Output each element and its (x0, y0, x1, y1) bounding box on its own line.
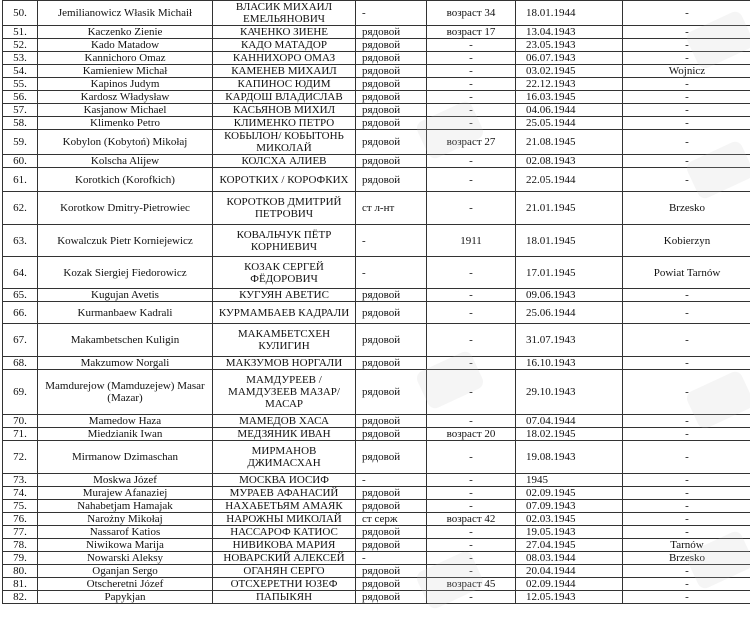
cyrillic-name-cell: МАКАМБЕТСХЕН КУЛИГИН (213, 324, 356, 357)
place-cell: - (623, 1, 750, 26)
table-row (3, 324, 750, 357)
age-or-birth-year-cell: - (427, 302, 516, 324)
place-cell: - (623, 526, 750, 539)
age-or-birth-year-cell: - (427, 324, 516, 357)
table-row (3, 52, 750, 65)
latin-name-cell: Kaczenko Zienie (38, 26, 213, 39)
table-row (3, 225, 750, 257)
place-cell: Brzesko (623, 192, 750, 225)
date-of-death-cell: 31.07.1943 (516, 324, 623, 357)
latin-name-cell: Korotkow Dmitry-Pietrowiec (38, 192, 213, 225)
row-number-cell: 79. (3, 552, 38, 565)
row-number-cell: 67. (3, 324, 38, 357)
date-of-death-cell: 20.04.1944 (516, 565, 623, 578)
row-number-cell: 76. (3, 513, 38, 526)
rank-cell: рядовой (356, 565, 427, 578)
cyrillic-name-cell: НАССАРОФ КАТИОС (213, 526, 356, 539)
latin-name-cell: Kapinos Judym (38, 78, 213, 91)
age-or-birth-year-cell: возраст 17 (427, 26, 516, 39)
table-row (3, 302, 750, 324)
row-number-cell: 82. (3, 591, 38, 604)
place-cell: - (623, 26, 750, 39)
rank-cell: рядовой (356, 487, 427, 500)
latin-name-cell: Makzumow Norgali (38, 357, 213, 370)
records-table-body (3, 1, 750, 604)
rank-cell: рядовой (356, 357, 427, 370)
cyrillic-name-cell: КАСЬЯНОВ МИХИЛ (213, 104, 356, 117)
row-number-cell: 54. (3, 65, 38, 78)
latin-name-cell: Mamdurejow (Mamduzejew) Masar (Mazar) (38, 370, 213, 415)
rank-cell: рядовой (356, 52, 427, 65)
date-of-death-cell: 21.08.1945 (516, 130, 623, 155)
date-of-death-cell: 1945 (516, 474, 623, 487)
table-row (3, 289, 750, 302)
date-of-death-cell: 18.01.1944 (516, 1, 623, 26)
place-cell: - (623, 130, 750, 155)
place-cell: - (623, 500, 750, 513)
age-or-birth-year-cell: - (427, 155, 516, 168)
row-number-cell: 72. (3, 441, 38, 474)
place-cell: - (623, 155, 750, 168)
date-of-death-cell: 25.06.1944 (516, 302, 623, 324)
cyrillic-name-cell: ОТСХЕРЕТНИ ЮЗЕФ (213, 578, 356, 591)
latin-name-cell: Papykjan (38, 591, 213, 604)
row-number-cell: 80. (3, 565, 38, 578)
age-or-birth-year-cell: - (427, 257, 516, 289)
place-cell: - (623, 302, 750, 324)
date-of-death-cell: 18.01.1945 (516, 225, 623, 257)
date-of-death-cell: 16.03.1945 (516, 91, 623, 104)
date-of-death-cell: 22.05.1944 (516, 168, 623, 192)
place-cell: - (623, 91, 750, 104)
rank-cell: рядовой (356, 91, 427, 104)
cyrillic-name-cell: КАЧЕНКО ЗИЕНЕ (213, 26, 356, 39)
burial-records-table (2, 0, 750, 604)
latin-name-cell: Mirmanow Dzimaschan (38, 441, 213, 474)
date-of-death-cell: 16.10.1943 (516, 357, 623, 370)
age-or-birth-year-cell: - (427, 39, 516, 52)
rank-cell: рядовой (356, 39, 427, 52)
place-cell: - (623, 591, 750, 604)
age-or-birth-year-cell: - (427, 192, 516, 225)
rank-cell: ст л-нт (356, 192, 427, 225)
rank-cell: рядовой (356, 155, 427, 168)
age-or-birth-year-cell: - (427, 78, 516, 91)
cyrillic-name-cell: МУРАЕВ АФАНАСИЙ (213, 487, 356, 500)
latin-name-cell: Kozak Siergiej Fiedorowicz (38, 257, 213, 289)
latin-name-cell: Otscheretni Józef (38, 578, 213, 591)
rank-cell: рядовой (356, 324, 427, 357)
cyrillic-name-cell: КАННИХОРО ОМАЗ (213, 52, 356, 65)
cyrillic-name-cell: КОРОТКИХ / КОРОФКИХ (213, 168, 356, 192)
rank-cell: рядовой (356, 26, 427, 39)
row-number-cell: 61. (3, 168, 38, 192)
cyrillic-name-cell: МАМЕДОВ ХАСА (213, 415, 356, 428)
cyrillic-name-cell: МЕДЗЯНИК ИВАН (213, 428, 356, 441)
age-or-birth-year-cell: - (427, 565, 516, 578)
cyrillic-name-cell: НАРОЖНЫ МИКОЛАЙ (213, 513, 356, 526)
place-cell: - (623, 117, 750, 130)
place-cell: - (623, 324, 750, 357)
rank-cell: рядовой (356, 130, 427, 155)
age-or-birth-year-cell: - (427, 357, 516, 370)
place-cell: - (623, 370, 750, 415)
row-number-cell: 64. (3, 257, 38, 289)
date-of-death-cell: 19.05.1943 (516, 526, 623, 539)
table-row (3, 192, 750, 225)
row-number-cell: 52. (3, 39, 38, 52)
rank-cell: рядовой (356, 428, 427, 441)
age-or-birth-year-cell: - (427, 52, 516, 65)
cyrillic-name-cell: КОЗАК СЕРГЕЙ ФЁДОРОВИЧ (213, 257, 356, 289)
row-number-cell: 53. (3, 52, 38, 65)
row-number-cell: 66. (3, 302, 38, 324)
latin-name-cell: Mamedow Haza (38, 415, 213, 428)
table-row (3, 65, 750, 78)
rank-cell: рядовой (356, 578, 427, 591)
place-cell: - (623, 52, 750, 65)
age-or-birth-year-cell: - (427, 65, 516, 78)
cyrillic-name-cell: ОГАНЯН СЕРГО (213, 565, 356, 578)
place-cell: - (623, 487, 750, 500)
table-row (3, 539, 750, 552)
latin-name-cell: Nowarski Aleksy (38, 552, 213, 565)
age-or-birth-year-cell: возраст 27 (427, 130, 516, 155)
date-of-death-cell: 12.05.1943 (516, 591, 623, 604)
age-or-birth-year-cell: - (427, 474, 516, 487)
date-of-death-cell: 22.12.1943 (516, 78, 623, 91)
date-of-death-cell: 23.05.1943 (516, 39, 623, 52)
row-number-cell: 74. (3, 487, 38, 500)
cyrillic-name-cell: МИРМАНОВ ДЖИМАСХАН (213, 441, 356, 474)
row-number-cell: 57. (3, 104, 38, 117)
table-row (3, 591, 750, 604)
cyrillic-name-cell: КАРДОШ ВЛАДИСЛАВ (213, 91, 356, 104)
row-number-cell: 65. (3, 289, 38, 302)
row-number-cell: 81. (3, 578, 38, 591)
age-or-birth-year-cell: возраст 34 (427, 1, 516, 26)
date-of-death-cell: 03.02.1945 (516, 65, 623, 78)
latin-name-cell: Kowalczuk Pietr Korniejewicz (38, 225, 213, 257)
place-cell: - (623, 565, 750, 578)
date-of-death-cell: 02.03.1945 (516, 513, 623, 526)
table-row (3, 526, 750, 539)
table-row (3, 117, 750, 130)
age-or-birth-year-cell: - (427, 91, 516, 104)
date-of-death-cell: 07.04.1944 (516, 415, 623, 428)
table-row (3, 428, 750, 441)
cyrillic-name-cell: КОЛСХА АЛИЕВ (213, 155, 356, 168)
table-row (3, 104, 750, 117)
age-or-birth-year-cell: - (427, 526, 516, 539)
place-cell: Kobierzyn (623, 225, 750, 257)
row-number-cell: 75. (3, 500, 38, 513)
latin-name-cell: Kannichoro Omaz (38, 52, 213, 65)
row-number-cell: 77. (3, 526, 38, 539)
cyrillic-name-cell: ПАПЫКЯН (213, 591, 356, 604)
place-cell: - (623, 441, 750, 474)
place-cell: - (623, 474, 750, 487)
cyrillic-name-cell: КУРМАМБАЕВ КАДРАЛИ (213, 302, 356, 324)
place-cell: - (623, 78, 750, 91)
date-of-death-cell: 25.05.1944 (516, 117, 623, 130)
date-of-death-cell: 29.10.1943 (516, 370, 623, 415)
row-number-cell: 71. (3, 428, 38, 441)
cyrillic-name-cell: КЛИМЕНКО ПЕТРО (213, 117, 356, 130)
latin-name-cell: Moskwa Józef (38, 474, 213, 487)
table-row (3, 257, 750, 289)
row-number-cell: 59. (3, 130, 38, 155)
rank-cell: рядовой (356, 302, 427, 324)
rank-cell: рядовой (356, 591, 427, 604)
table-row (3, 1, 750, 26)
table-row (3, 500, 750, 513)
age-or-birth-year-cell: - (427, 552, 516, 565)
row-number-cell: 56. (3, 91, 38, 104)
age-or-birth-year-cell: возраст 45 (427, 578, 516, 591)
table-row (3, 513, 750, 526)
rank-cell: - (356, 257, 427, 289)
row-number-cell: 60. (3, 155, 38, 168)
rank-cell: ст серж (356, 513, 427, 526)
latin-name-cell: Kolscha Alijew (38, 155, 213, 168)
row-number-cell: 70. (3, 415, 38, 428)
row-number-cell: 55. (3, 78, 38, 91)
rank-cell: - (356, 552, 427, 565)
age-or-birth-year-cell: - (427, 415, 516, 428)
age-or-birth-year-cell: - (427, 539, 516, 552)
rank-cell: рядовой (356, 104, 427, 117)
date-of-death-cell: 06.07.1943 (516, 52, 623, 65)
rank-cell: рядовой (356, 168, 427, 192)
age-or-birth-year-cell: - (427, 441, 516, 474)
latin-name-cell: Kado Matadow (38, 39, 213, 52)
row-number-cell: 50. (3, 1, 38, 26)
row-number-cell: 51. (3, 26, 38, 39)
place-cell: - (623, 289, 750, 302)
table-row (3, 26, 750, 39)
place-cell: Wojnicz (623, 65, 750, 78)
date-of-death-cell: 04.06.1944 (516, 104, 623, 117)
latin-name-cell: Kugujan Avetis (38, 289, 213, 302)
date-of-death-cell: 08.03.1944 (516, 552, 623, 565)
date-of-death-cell: 13.04.1943 (516, 26, 623, 39)
latin-name-cell: Kardosz Władysław (38, 91, 213, 104)
cyrillic-name-cell: НАХАБЕТЬЯМ АМАЯК (213, 500, 356, 513)
age-or-birth-year-cell: - (427, 117, 516, 130)
table-row (3, 487, 750, 500)
place-cell: - (623, 104, 750, 117)
latin-name-cell: Jemilianowicz Własik Michaił (38, 1, 213, 26)
place-cell: Tarnów (623, 539, 750, 552)
place-cell: - (623, 415, 750, 428)
age-or-birth-year-cell: возраст 20 (427, 428, 516, 441)
date-of-death-cell: 19.08.1943 (516, 441, 623, 474)
table-row (3, 565, 750, 578)
row-number-cell: 73. (3, 474, 38, 487)
table-row (3, 130, 750, 155)
date-of-death-cell: 07.09.1943 (516, 500, 623, 513)
date-of-death-cell: 21.01.1945 (516, 192, 623, 225)
rank-cell: рядовой (356, 289, 427, 302)
latin-name-cell: Narożny Mikołaj (38, 513, 213, 526)
latin-name-cell: Kasjanow Michael (38, 104, 213, 117)
rank-cell: рядовой (356, 370, 427, 415)
place-cell: - (623, 168, 750, 192)
age-or-birth-year-cell: - (427, 500, 516, 513)
table-row (3, 415, 750, 428)
age-or-birth-year-cell: - (427, 591, 516, 604)
latin-name-cell: Nahabetjam Hamajak (38, 500, 213, 513)
cyrillic-name-cell: КОБЫЛОН/ КОБЫТОНЬ МИКОЛАЙ (213, 130, 356, 155)
place-cell: - (623, 428, 750, 441)
table-row (3, 78, 750, 91)
latin-name-cell: Niwikowa Marija (38, 539, 213, 552)
row-number-cell: 62. (3, 192, 38, 225)
rank-cell: рядовой (356, 415, 427, 428)
place-cell: Brzesko (623, 552, 750, 565)
rank-cell: рядовой (356, 500, 427, 513)
cyrillic-name-cell: МАКЗУМОВ НОРГАЛИ (213, 357, 356, 370)
place-cell: Powiat Tarnów (623, 257, 750, 289)
date-of-death-cell: 09.06.1943 (516, 289, 623, 302)
latin-name-cell: Kurmanbaew Kadrali (38, 302, 213, 324)
rank-cell: рядовой (356, 117, 427, 130)
latin-name-cell: Klimenko Petro (38, 117, 213, 130)
date-of-death-cell: 02.08.1943 (516, 155, 623, 168)
row-number-cell: 58. (3, 117, 38, 130)
table-row (3, 578, 750, 591)
rank-cell: рядовой (356, 441, 427, 474)
table-row (3, 474, 750, 487)
latin-name-cell: Nassarof Katios (38, 526, 213, 539)
row-number-cell: 69. (3, 370, 38, 415)
cyrillic-name-cell: КАДО МАТАДОР (213, 39, 356, 52)
table-row (3, 357, 750, 370)
latin-name-cell: Murajew Afanaziej (38, 487, 213, 500)
age-or-birth-year-cell: - (427, 487, 516, 500)
age-or-birth-year-cell: - (427, 370, 516, 415)
latin-name-cell: Makambetschen Kuligin (38, 324, 213, 357)
latin-name-cell: Oganjan Sergo (38, 565, 213, 578)
cyrillic-name-cell: ВЛАСИК МИХАИЛ ЕМЕЛЬЯНОВИЧ (213, 1, 356, 26)
latin-name-cell: Kobylon (Kobytoń) Mikołaj (38, 130, 213, 155)
rank-cell: рядовой (356, 539, 427, 552)
cyrillic-name-cell: НОВАРСКИЙ АЛЕКСЕЙ (213, 552, 356, 565)
age-or-birth-year-cell: возраст 42 (427, 513, 516, 526)
row-number-cell: 68. (3, 357, 38, 370)
date-of-death-cell: 02.09.1945 (516, 487, 623, 500)
place-cell: - (623, 513, 750, 526)
age-or-birth-year-cell: - (427, 104, 516, 117)
cyrillic-name-cell: КОРОТКОВ ДМИТРИЙ ПЕТРОВИЧ (213, 192, 356, 225)
date-of-death-cell: 18.02.1945 (516, 428, 623, 441)
date-of-death-cell: 27.04.1945 (516, 539, 623, 552)
latin-name-cell: Korotkich (Korofkich) (38, 168, 213, 192)
rank-cell: рядовой (356, 526, 427, 539)
latin-name-cell: Miedzianik Iwan (38, 428, 213, 441)
latin-name-cell: Kamieniew Michał (38, 65, 213, 78)
table-row (3, 39, 750, 52)
table-row (3, 155, 750, 168)
cyrillic-name-cell: КАМЕНЕВ МИХАИЛ (213, 65, 356, 78)
row-number-cell: 63. (3, 225, 38, 257)
cyrillic-name-cell: МАМДУРЕЕВ / МАМДУЗЕЕВ МАЗАР/ МАСАР (213, 370, 356, 415)
place-cell: - (623, 357, 750, 370)
cyrillic-name-cell: МОСКВА ИОСИФ (213, 474, 356, 487)
cyrillic-name-cell: КАПИНОС ЮДИМ (213, 78, 356, 91)
table-row (3, 552, 750, 565)
rank-cell: рядовой (356, 78, 427, 91)
row-number-cell: 78. (3, 539, 38, 552)
cyrillic-name-cell: КОВАЛЬЧУК ПЁТР КОРНИЕВИЧ (213, 225, 356, 257)
cyrillic-name-cell: КУГУЯН АВЕТИС (213, 289, 356, 302)
rank-cell: - (356, 1, 427, 26)
place-cell: - (623, 578, 750, 591)
rank-cell: рядовой (356, 65, 427, 78)
age-or-birth-year-cell: 1911 (427, 225, 516, 257)
table-row (3, 441, 750, 474)
date-of-death-cell: 02.09.1944 (516, 578, 623, 591)
cyrillic-name-cell: НИВИКОВА МАРИЯ (213, 539, 356, 552)
place-cell: - (623, 39, 750, 52)
table-row (3, 91, 750, 104)
rank-cell: - (356, 474, 427, 487)
age-or-birth-year-cell: - (427, 168, 516, 192)
rank-cell: - (356, 225, 427, 257)
table-row (3, 370, 750, 415)
table-row (3, 168, 750, 192)
age-or-birth-year-cell: - (427, 289, 516, 302)
date-of-death-cell: 17.01.1945 (516, 257, 623, 289)
